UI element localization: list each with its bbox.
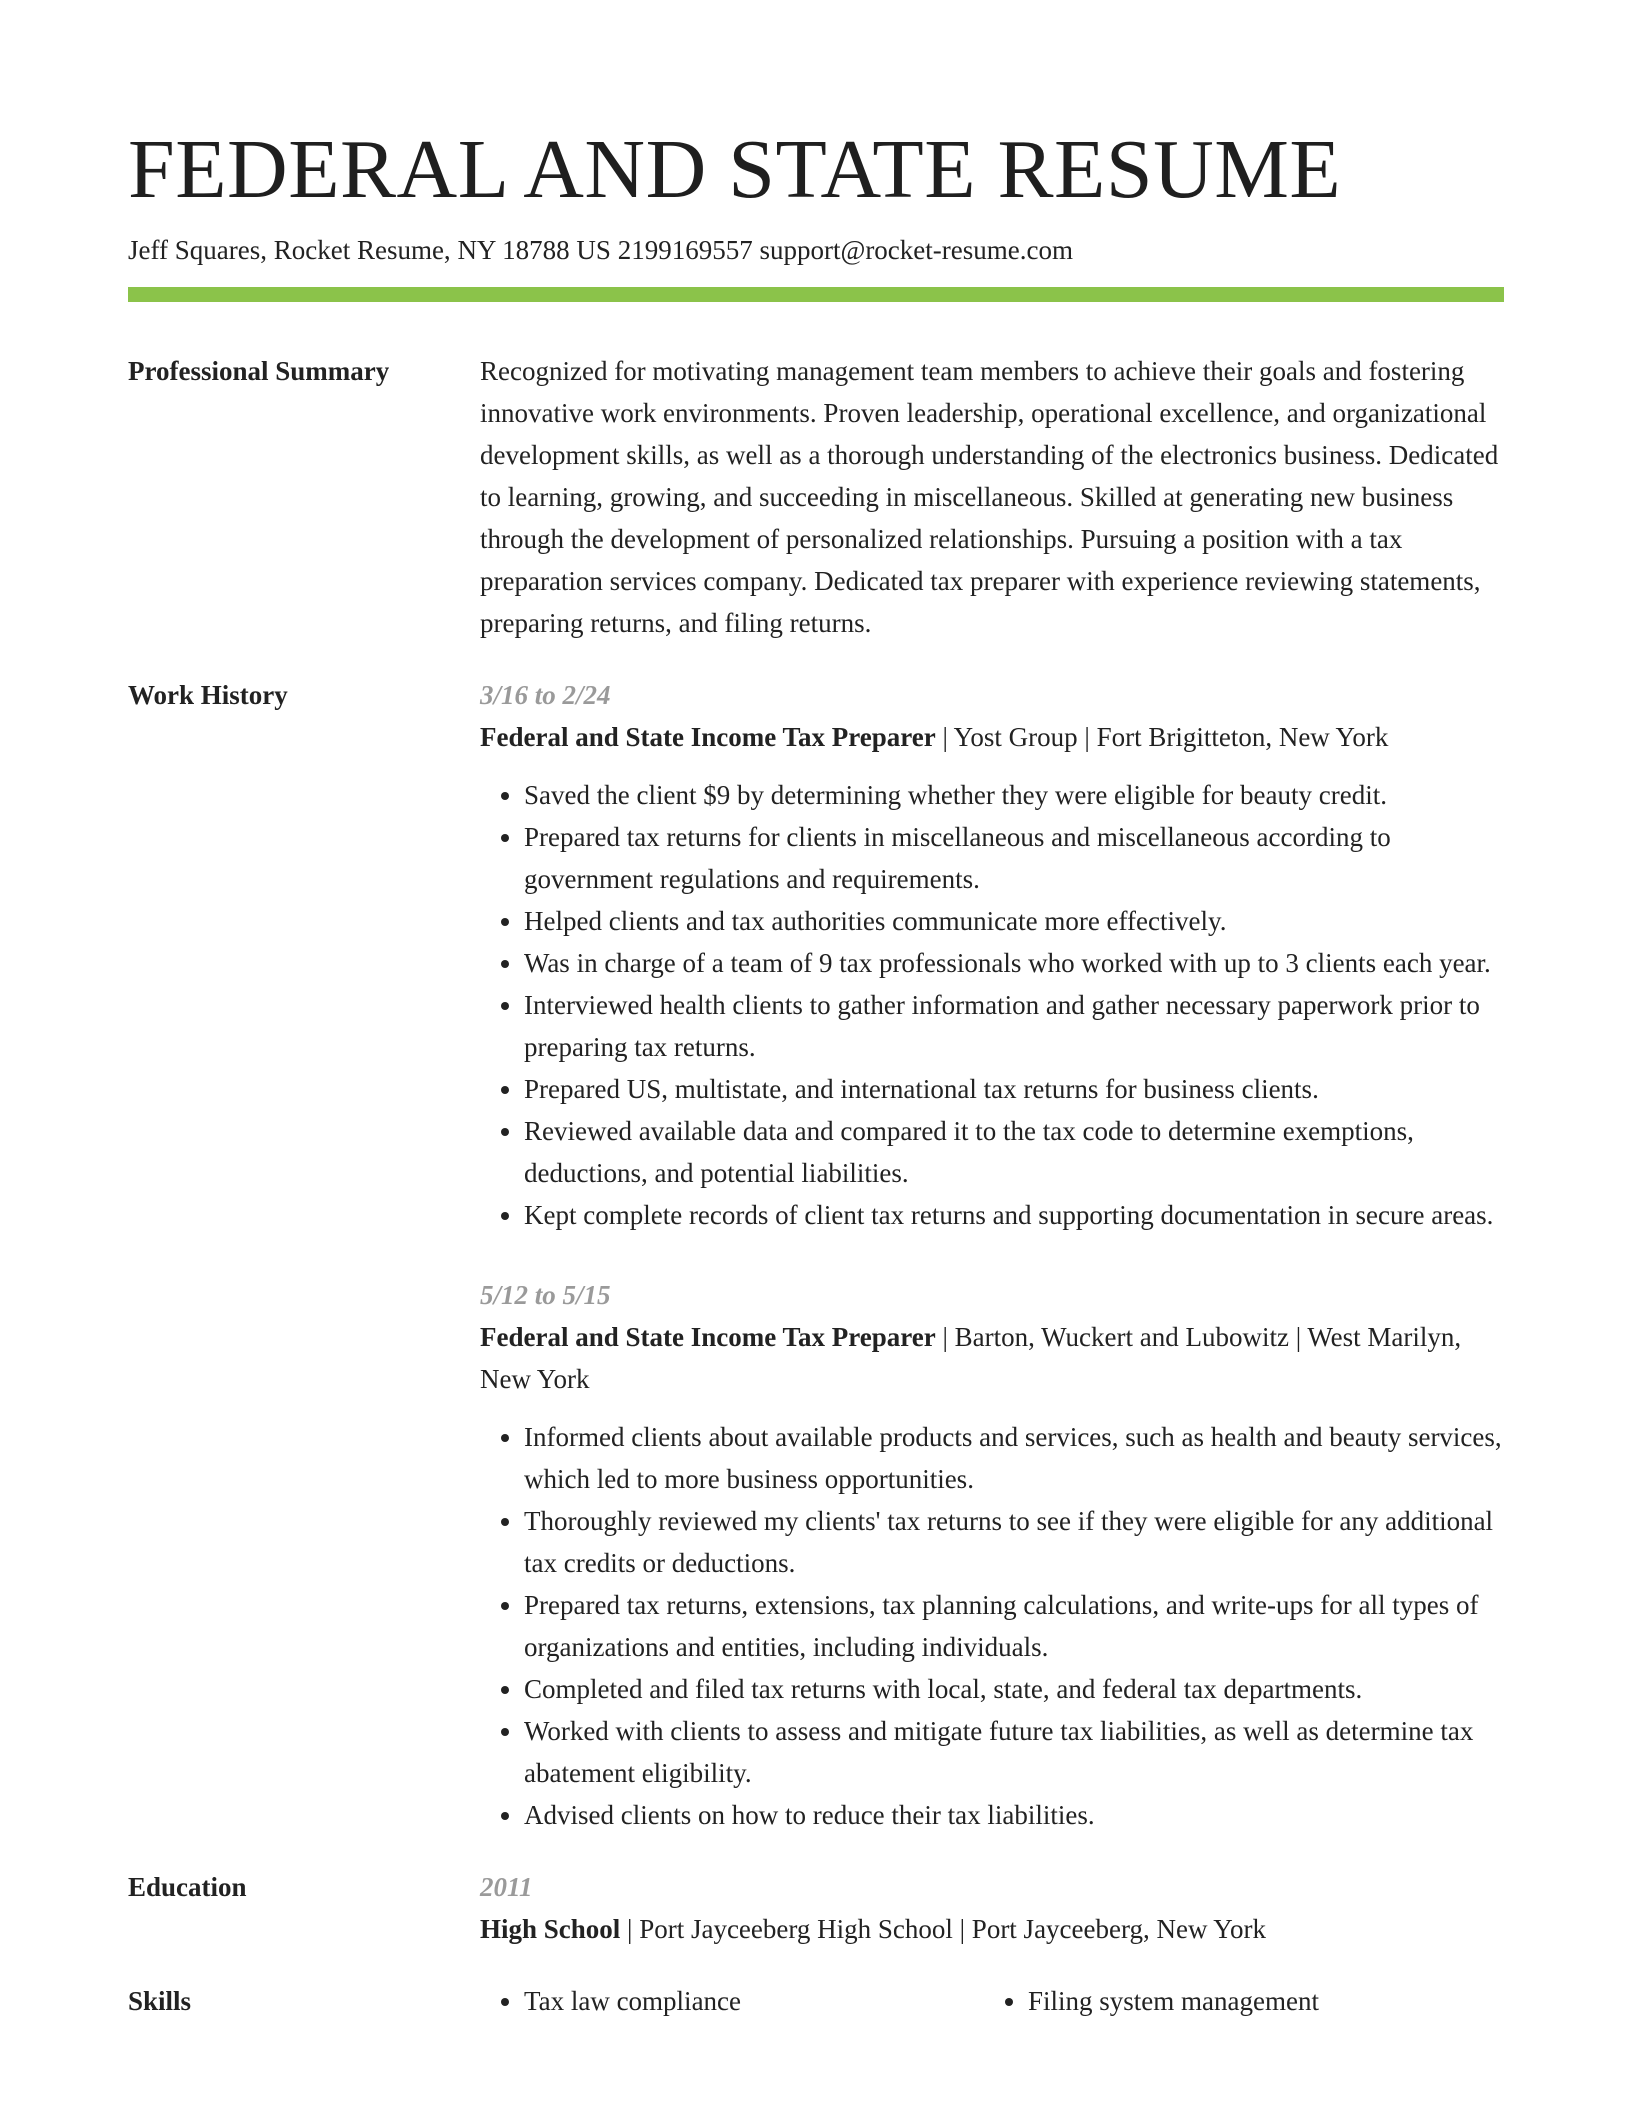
- list-item: • Interviewed health clients to gather information and gather necessary paperwork prior to preparing tax returns.: [524, 984, 1504, 1068]
- resume-page: [128, 120, 1504, 2022]
- list-item: • Completed and filed tax returns with local, state, and federal tax departments.: [524, 1668, 1504, 1710]
- job-dates: 3/16 to 2/24: [480, 680, 611, 710]
- skills-list: [480, 1980, 1504, 2022]
- list-item: • Prepared US, multistate, and international tax returns for business clients.: [524, 1068, 1504, 1110]
- resume-title: FEDERAL AND STATE RESUME: [128, 123, 1342, 216]
- section-work-history: [128, 674, 1504, 1836]
- job-heading: [480, 716, 1504, 758]
- section-professional-summary: [128, 350, 1504, 644]
- section-body: [480, 1980, 1504, 2022]
- education-dates: 2011: [480, 1872, 533, 1902]
- contact-company: Rocket Resume,: [273, 235, 451, 265]
- skill-item: • Tax law compliance: [524, 1980, 1028, 2022]
- education-heading: [480, 1908, 1504, 1950]
- section-body: [480, 1866, 1504, 1950]
- contact-phone: 2199169557: [617, 235, 753, 265]
- contact-name: Jeff Squares,: [128, 235, 267, 265]
- header-divider: [128, 287, 1504, 302]
- job-title: Federal and State Income Tax Preparer: [480, 1322, 936, 1352]
- job-details: | Barton, Wuckert and Lubowitz | West Marilyn, New York: [480, 1322, 1462, 1394]
- list-item: • Advised clients on how to reduce their tax liabilities.: [524, 1794, 1504, 1836]
- contact-location: NY 18788 US: [457, 235, 611, 265]
- list-item: • Informed clients about available products and services, such as health and beauty services, which led to more business opportunities.: [524, 1416, 1504, 1500]
- job-title: Federal and State Income Tax Preparer: [480, 722, 936, 752]
- list-item: • Was in charge of a team of 9 tax professionals who worked with up to 3 clients each year.: [524, 942, 1504, 984]
- list-item: • Prepared tax returns, extensions, tax planning calculations, and write-ups for all types of organizations and entities, including individuals.: [524, 1584, 1504, 1668]
- list-item: • Saved the client $9 by determining whether they were eligible for beauty credit.: [524, 774, 1504, 816]
- list-item: • Kept complete records of client tax returns and supporting documentation in secure areas.: [524, 1194, 1504, 1236]
- list-item: • Reviewed available data and compared it to the tax code to determine exemptions, deductions, and potential liabilities.: [524, 1110, 1504, 1194]
- contact-line: [128, 230, 1504, 270]
- summary-text: Recognized for motivating management team members to achieve their goals and fostering innovative work environments. Proven leadership, operational excellence, and organizational development skills, as well as a thorough understanding of the electronics business. Dedicated to learning, growing, and succeeding in miscellaneous. Skilled at generating new business through the development of personalized relationships. Pursuing a position with a tax preparation services company. Dedicated tax preparer with experience reviewing statements, preparing returns, and filing returns.: [480, 356, 1499, 638]
- section-label: Professional Summary: [128, 356, 390, 386]
- job-heading: [480, 1316, 1504, 1400]
- section-label: Skills: [128, 1986, 192, 2016]
- job-bullets: [480, 1416, 1504, 1836]
- section-label: Work History: [128, 680, 288, 710]
- job-dates: 5/12 to 5/15: [480, 1280, 611, 1310]
- section-education: [128, 1866, 1504, 1950]
- education-details: | Port Jayceeberg High School | Port Jayceeberg, New York: [620, 1914, 1267, 1944]
- skill-item: • Filing system management: [1028, 1980, 1532, 2022]
- job-entry: [480, 674, 1504, 1236]
- contact-email: support@rocket-resume.com: [759, 235, 1073, 265]
- list-item: • Thoroughly reviewed my clients' tax returns to see if they were eligible for any additional tax credits or deductions.: [524, 1500, 1504, 1584]
- section-skills: [128, 1980, 1504, 2022]
- job-entry: [480, 1274, 1504, 1836]
- list-item: • Helped clients and tax authorities communicate more effectively.: [524, 900, 1504, 942]
- section-body: [480, 350, 1504, 644]
- section-body: [480, 674, 1504, 1836]
- job-bullets: [480, 774, 1504, 1236]
- job-details: | Yost Group | Fort Brigitteton, New York: [935, 722, 1389, 752]
- education-degree: High School: [480, 1914, 621, 1944]
- list-item: • Prepared tax returns for clients in miscellaneous and miscellaneous according to government regulations and requirements.: [524, 816, 1504, 900]
- section-label: Education: [128, 1872, 247, 1902]
- list-item: • Worked with clients to assess and mitigate future tax liabilities, as well as determine tax abatement eligibility.: [524, 1710, 1504, 1794]
